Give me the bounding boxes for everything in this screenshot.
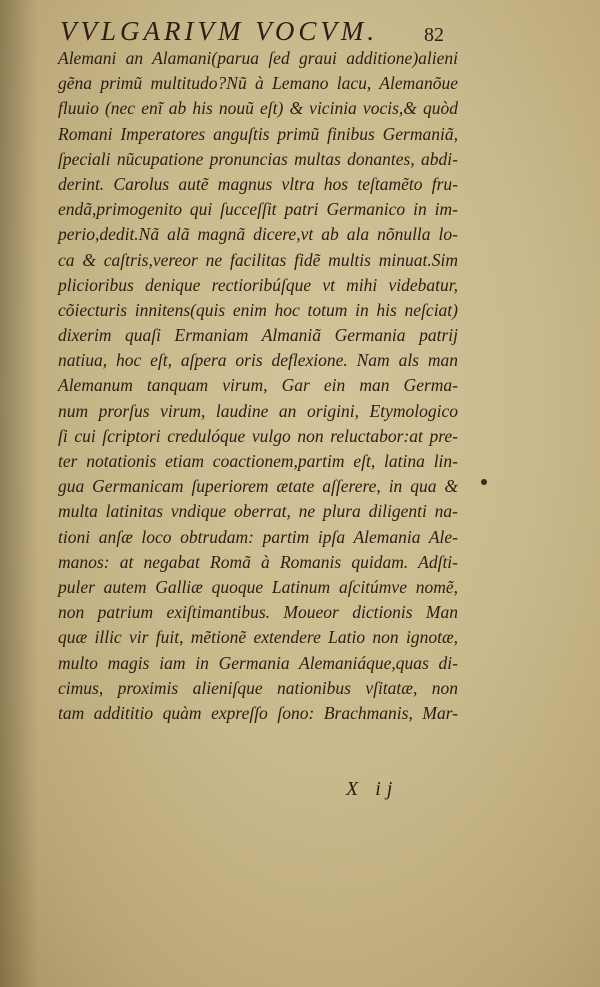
text-line: perio,dedit.Nã alã magnã dicere,vt ab ala nõnulla lo- (58, 224, 458, 245)
ink-spot (481, 479, 487, 485)
page-number: 82 (424, 24, 444, 46)
text-line: tioni anſæ loco obtrudam: partim ipſa Alemania Ale- (58, 526, 458, 547)
text-line: num prorſus virum, laudine an origini, Etymologico (58, 400, 458, 421)
text-line: Alemani an Alamani(parua ſed graui additione)alieni (58, 48, 458, 68)
text-line: ſpeciali nũcupatione pronuncias multas donantes, abdi- (58, 148, 458, 169)
body-text (58, 46, 458, 726)
text-line: ca & caſtris,vereor ne facilitas fidẽ multis minuat.Sim (58, 249, 458, 270)
text-line: natiua, hoc eſt, aſpera oris deflexione. Nam als man (58, 350, 458, 371)
running-title: VVLGARIVM VOCVM. (60, 16, 379, 46)
text-line: multa latinitas vndique oberrat, ne plura diligenti na- (58, 501, 458, 522)
text-line: dixerim quaſi Ermaniam Almaniã Germania patrij (58, 325, 458, 346)
text-line: multo magis iam in Germania Alemaniáque,quas di- (58, 652, 458, 673)
text-line: tam addititio quàm expreſſo ſono: Brachmanis, Mar- (58, 702, 458, 723)
text-line: puler autem Galliæ quoque Latinum aſcitúmve nomẽ, (58, 576, 458, 597)
text-line: cimus, proximis alieniſque nationibus vſitatæ, non (58, 677, 458, 698)
gutter-shadow (0, 0, 38, 987)
text-line: derint. Carolus autẽ magnus vltra hos teſtamẽto fru- (58, 173, 458, 194)
text-line: cõiecturis innitens(quis enim hoc totum in his neſciat) (58, 299, 458, 320)
text-line: ſi cui ſcriptori credulóque vulgo non reluctabor:at pre- (58, 425, 458, 446)
signature-mark: X ij (346, 778, 399, 800)
text-line: Romani Imperatores anguſtis primũ finibus Germaniã, (58, 123, 458, 144)
text-line: non patrium exiſtimantibus. Moueor dictionis Man (58, 602, 458, 623)
text-line: gẽna primũ multitudo?Nũ à Lemano lacu, Alemanõue (58, 73, 458, 94)
text-line: Alemanum tanquam virum, Gar ein man Germa- (58, 375, 458, 396)
text-line: quæ illic vir fuit, mẽtionẽ extendere Latio non ignotæ, (58, 627, 458, 648)
text-line: ter notationis etiam coactionem,partim eſt, latina lin- (58, 451, 458, 471)
text-line: gua Germanicam ſuperiorem ætate aſſerere, in qua & (58, 476, 458, 497)
text-line: plicioribus denique rectioribúſque vt mihi videbatur, (58, 274, 458, 295)
text-line: endã,primogenito qui ſucceſſit patri Germanico in im- (58, 199, 458, 220)
text-line: fluuio (nec enĩ ab his nouũ eſt) & vicinia vocis,& quòd (58, 98, 458, 119)
text-line: manos: at negabat Romã à Romanis quidam. Adſti- (58, 551, 458, 572)
